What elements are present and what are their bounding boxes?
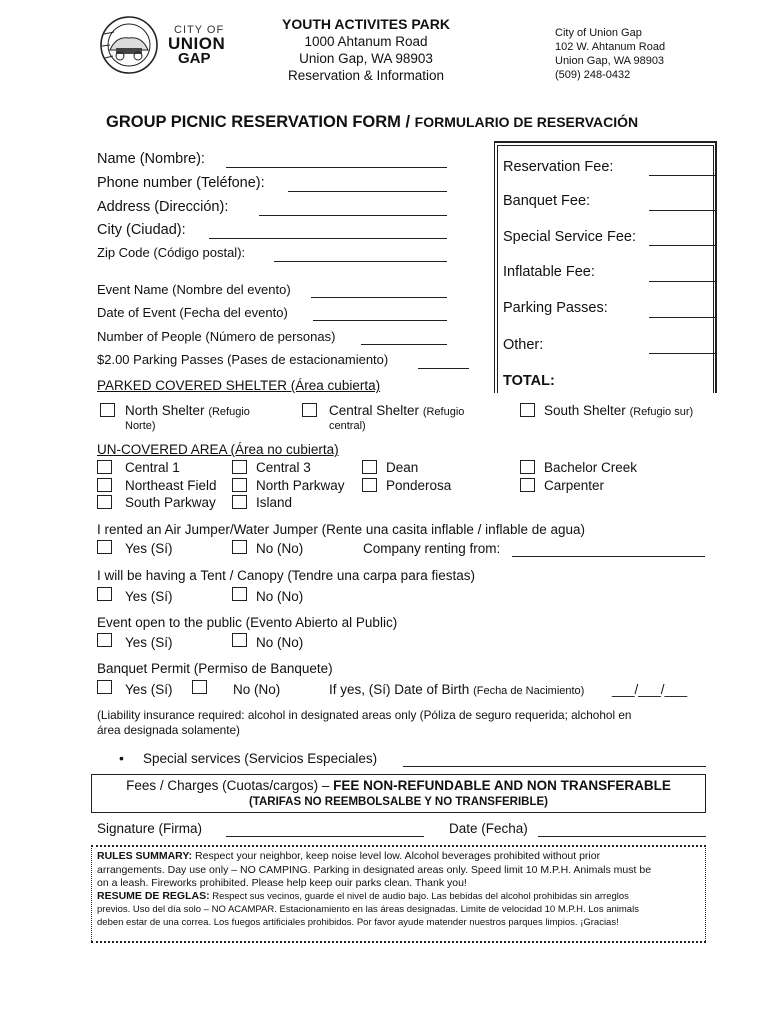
city-address-2: Union Gap, WA 98903 [555, 55, 665, 67]
parking-input[interactable] [418, 368, 469, 369]
name-input[interactable] [226, 167, 447, 168]
signature-input[interactable] [226, 836, 424, 837]
form-title [106, 113, 638, 132]
central-shelter-label [329, 403, 464, 418]
south-shelter-es: (Refugio sur) [629, 406, 694, 418]
rules-line-5: previos. Uso del día solo – NO ACAMPAR. Estacionamiento en las áreas designadas. Limite de velocidad 10 M.P.H. Los animals [97, 904, 639, 915]
form-title-es: FORMULARIO DE RESERVACIÓN [414, 114, 639, 130]
south-shelter-label [544, 403, 693, 418]
northparkway-checkbox[interactable] [232, 478, 247, 492]
southparkway-label: South Parkway [125, 495, 216, 510]
tent-yes-checkbox[interactable] [97, 587, 112, 601]
form-title-en: GROUP PICNIC RESERVATION FORM / [106, 113, 415, 131]
other-fee-label: Other: [503, 337, 544, 353]
parking-fee-label: Parking Passes: [503, 300, 608, 316]
name-label: Name (Nombre): [97, 151, 205, 167]
city-phone: (509) 248-0432 [555, 69, 631, 81]
rules-line-1 [97, 850, 600, 862]
public-no-label: No (No) [256, 635, 304, 650]
special-fee-input[interactable] [649, 245, 715, 246]
public-question: Event open to the public (Evento Abierto al Public) [97, 615, 398, 630]
rules-line-4 [97, 890, 629, 902]
northeast-label: Northeast Field [125, 478, 217, 493]
northparkway-label: North Parkway [256, 478, 345, 493]
reservation-fee-input[interactable] [649, 175, 715, 176]
rules-line-6: deben estar de una correa. Los fuegos artificiales prohibidos. Por favor ayude matender nuestros parques limpios. ¡Gracias! [97, 917, 619, 928]
inflatable-fee-label: Inflatable Fee: [503, 264, 595, 280]
dob-input[interactable]: ___/___/___ [612, 682, 688, 697]
jumper-no-label: No (No) [256, 541, 304, 556]
north-shelter-es-1: (Refugio [208, 406, 250, 418]
central-shelter-es-2: central) [329, 420, 366, 432]
south-shelter-name: South Shelter [544, 403, 626, 418]
inflatable-fee-input[interactable] [649, 281, 715, 282]
fees-notice-line-1 [91, 778, 706, 793]
phone-label: Phone number (Teléfone): [97, 175, 265, 191]
north-shelter-checkbox[interactable] [100, 403, 115, 417]
north-shelter-name: North Shelter [125, 403, 205, 418]
city-name: City of Union Gap [555, 27, 642, 39]
special-fee-label: Special Service Fee: [503, 229, 636, 245]
liability-line-2: área designada solamente) [97, 723, 240, 737]
north-shelter-es-2: Norte) [125, 420, 156, 432]
rules-text-4: Respect sus vecinos, guarde el nivel de audio bajo. Las bebidas del alcohol prohibidas sin arreglos [209, 891, 629, 902]
rules-line-3: on a leash. Fireworks prohibited. Please help keep ouir parks clean. Thank you! [97, 877, 467, 889]
park-address-2: Union Gap, WA 98903 [299, 51, 433, 66]
city-logo [96, 14, 230, 76]
fees-notice-line-2: (TARIFAS NO REEMBOLSALBE Y NO TRANSFERIBLE) [248, 796, 548, 808]
logo-gap: GAP [178, 50, 211, 67]
central-shelter-checkbox[interactable] [302, 403, 317, 417]
city-label: City (Ciudad): [97, 222, 186, 238]
banquet-fee-label: Banquet Fee: [503, 193, 591, 209]
central-shelter-es-1: (Refugio [422, 406, 465, 418]
jumper-yes-checkbox[interactable] [97, 540, 112, 554]
dean-label: Dean [386, 460, 419, 475]
city-seal-icon [96, 14, 164, 76]
special-bullet: • [119, 750, 124, 766]
ponderosa-label: Ponderosa [386, 478, 452, 493]
tent-no-checkbox[interactable] [232, 587, 247, 601]
event-name-input[interactable] [311, 297, 447, 298]
covered-heading: PARKED COVERED SHELTER (Área cubierta) [97, 378, 381, 393]
fees-notice-prefix: Fees / Charges (Cuotas/cargos) – [126, 778, 334, 793]
carpenter-checkbox[interactable] [520, 478, 535, 492]
people-input[interactable] [361, 344, 447, 345]
jumper-question: I rented an Air Jumper/Water Jumper (Rente una casita inflable / inflable de agua) [97, 522, 586, 537]
park-address-3: Reservation & Information [287, 68, 445, 83]
south-shelter-checkbox[interactable] [520, 403, 535, 417]
event-date-input[interactable] [313, 320, 447, 321]
logo-union: UNION [168, 34, 226, 53]
banquet-question: Banquet Permit (Permiso de Banquete) [97, 661, 333, 676]
rules-text-1: Respect your neighbor, keep noise level low. Alcohol beverages prohibited without prior [192, 850, 601, 862]
bachelor-checkbox[interactable] [520, 460, 535, 474]
city-input[interactable] [209, 238, 447, 239]
event-name-label: Event Name (Nombre del evento) [97, 282, 291, 297]
public-yes-label: Yes (Sí) [125, 635, 173, 650]
banquet-fee-input[interactable] [649, 210, 715, 211]
rules-line-2: arrangements. Day use only – NO CAMPING. Parking in designated areas only. Speed limit 10 M.P.H. Animals must be [97, 864, 652, 876]
rules-title-en: RULES SUMMARY: [97, 850, 193, 862]
dean-checkbox[interactable] [362, 460, 377, 474]
central1-label: Central 1 [125, 460, 180, 475]
island-checkbox[interactable] [232, 495, 247, 509]
banquet-yes-checkbox[interactable] [97, 680, 112, 694]
date-label: Date (Fecha) [449, 821, 528, 836]
banquet-no-label: No (No) [233, 682, 281, 697]
central3-label: Central 3 [256, 460, 311, 475]
park-address-1: 1000 Ahtanum Road [304, 34, 428, 49]
public-no-checkbox[interactable] [232, 633, 247, 647]
phone-input[interactable] [288, 191, 447, 192]
special-input[interactable] [403, 766, 706, 767]
company-input[interactable] [512, 556, 705, 557]
liability-line-1: (Liability insurance required: alcohol in designated areas only (Póliza de seguro requerida; alchohol en [97, 708, 632, 722]
city-address-1: 102 W. Ahtanum Road [555, 41, 666, 53]
logo-city-of: CITY OF [174, 24, 225, 36]
north-shelter-label [125, 403, 250, 418]
date-input[interactable] [538, 836, 706, 837]
park-title: YOUTH ACTIVITES PARK [281, 16, 450, 32]
tent-no-label: No (No) [256, 589, 304, 604]
special-label: Special services (Servicios Especiales) [143, 751, 378, 766]
reservation-fee-label: Reservation Fee: [503, 159, 614, 175]
tent-yes-label: Yes (Sí) [125, 589, 173, 604]
bachelor-label: Bachelor Creek [544, 460, 638, 475]
address-input[interactable] [259, 215, 447, 216]
central3-checkbox[interactable] [232, 460, 247, 474]
dob-en: If yes, (Sí) Date of Birth [329, 682, 470, 697]
dob-label [329, 682, 584, 697]
event-date-label: Date of Event (Fecha del evento) [97, 305, 288, 320]
dob-es: (Fecha de Nacimiento) [473, 685, 585, 697]
zip-input[interactable] [274, 261, 447, 262]
rules-title-es: RESUME DE REGLAS: [97, 890, 210, 902]
fees-notice-bold: FEE NON-REFUNDABLE AND NON TRANSFERABLE [333, 778, 671, 793]
island-label: Island [256, 495, 293, 510]
northeast-checkbox[interactable] [97, 478, 112, 492]
total-label: TOTAL: [503, 373, 555, 389]
company-label: Company renting from: [363, 541, 501, 556]
public-yes-checkbox[interactable] [97, 633, 112, 647]
ponderosa-checkbox[interactable] [362, 478, 377, 492]
address-label: Address (Dirección): [97, 199, 229, 215]
central-shelter-name: Central Shelter [329, 403, 420, 418]
jumper-yes-label: Yes (Sí) [125, 541, 173, 556]
banquet-no-checkbox[interactable] [192, 680, 207, 694]
parking-label: $2.00 Parking Passes (Pases de estacionamiento) [97, 352, 389, 367]
other-fee-input[interactable] [649, 353, 715, 354]
jumper-no-checkbox[interactable] [232, 540, 247, 554]
uncovered-heading: UN-COVERED AREA (Área no cubierta) [97, 442, 339, 457]
carpenter-label: Carpenter [544, 478, 605, 493]
banquet-yes-label: Yes (Sí) [125, 682, 173, 697]
parking-fee-input[interactable] [649, 317, 715, 318]
people-label: Number of People (Número de personas) [97, 329, 336, 344]
southparkway-checkbox[interactable] [97, 495, 112, 509]
tent-question: I will be having a Tent / Canopy (Tendre una carpa para fiestas) [97, 568, 475, 583]
zip-label: Zip Code (Código postal): [97, 245, 246, 260]
central1-checkbox[interactable] [97, 460, 112, 474]
signature-label: Signature (Firma) [97, 821, 203, 836]
